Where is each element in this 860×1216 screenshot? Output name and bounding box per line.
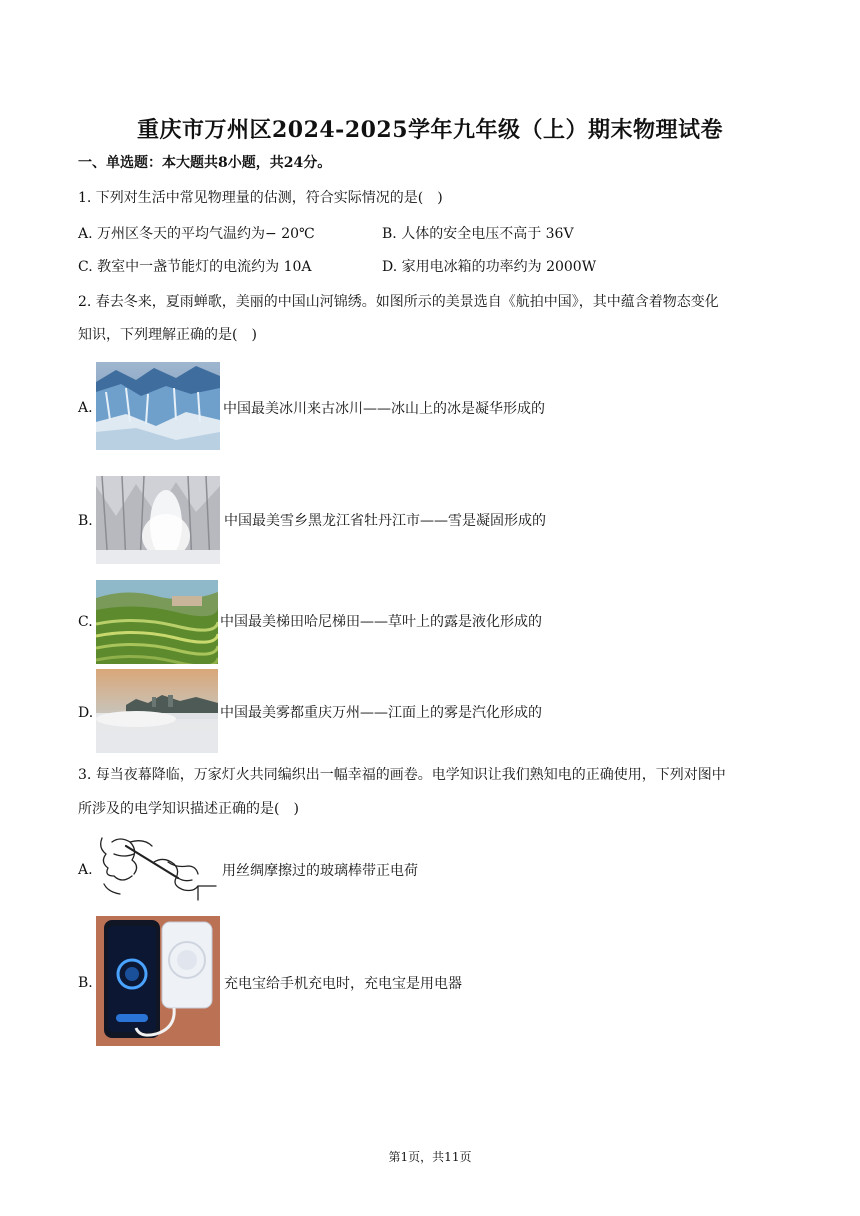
- q2-a-text: 中国最美冰川来古冰川——冰山上的冰是凝华形成的: [223, 401, 545, 417]
- fog-city-photo: [96, 669, 218, 753]
- q2-c-letter: C.: [78, 614, 93, 630]
- q2-stem-line1: 2. 春去冬来，夏雨蝉歌，美丽的中国山河锦绣。如图所示的美景选自《航拍中国》，其中蕴含着物态变化: [78, 294, 719, 310]
- q3-a-text: 用丝绸摩擦过的玻璃棒带正电荷: [222, 863, 418, 879]
- q1-option-a: A. 万州区冬天的平均气温约为− 20℃: [78, 226, 315, 242]
- q3-stem-line1: 3. 每当夜幕降临，万家灯火共同编织出一幅幸福的画卷。电学知识让我们熟知电的正确使用，下列对图中: [78, 767, 726, 783]
- glacier-photo: [96, 362, 220, 450]
- q2-d-letter: D.: [78, 705, 94, 721]
- q1-option-d: D. 家用电冰箱的功率约为 2000W: [382, 259, 597, 275]
- q2-a-letter: A.: [78, 400, 93, 416]
- glass-rod-sketch: [94, 832, 220, 902]
- q2-d-text: 中国最美雾都重庆万州——江面上的雾是汽化形成的: [220, 705, 542, 721]
- q2-b-text: 中国最美雪乡黑龙江省牡丹江市——雪是凝固形成的: [224, 513, 546, 529]
- powerbank-phone-photo: [96, 916, 220, 1046]
- q1-stem: 1. 下列对生活中常见物理量的估测，符合实际情况的是( ): [78, 190, 443, 206]
- q3-b-letter: B.: [78, 975, 93, 991]
- page-footer: 第1页，共11页: [388, 1150, 472, 1164]
- terrace-photo: [96, 580, 218, 664]
- q2-b-letter: B.: [78, 513, 93, 529]
- q1-option-c: C. 教室中一盏节能灯的电流约为 10A: [78, 259, 312, 275]
- page-title: 重庆市万州区2024-2025学年九年级（上）期末物理试卷: [136, 117, 724, 143]
- q3-b-text: 充电宝给手机充电时，充电宝是用电器: [224, 976, 462, 992]
- snow-forest-photo: [96, 476, 220, 564]
- q3-a-letter: A.: [78, 862, 93, 878]
- section-heading: 一、单选题：本大题共8小题，共24分。: [78, 155, 332, 171]
- q2-stem-line2: 知识，下列理解正确的是( ): [78, 327, 257, 343]
- q2-c-text: 中国最美梯田哈尼梯田——草叶上的露是液化形成的: [220, 614, 542, 630]
- q3-stem-line2: 所涉及的电学知识描述正确的是( ): [78, 801, 299, 817]
- q1-option-b: B. 人体的安全电压不高于 36V: [382, 226, 574, 242]
